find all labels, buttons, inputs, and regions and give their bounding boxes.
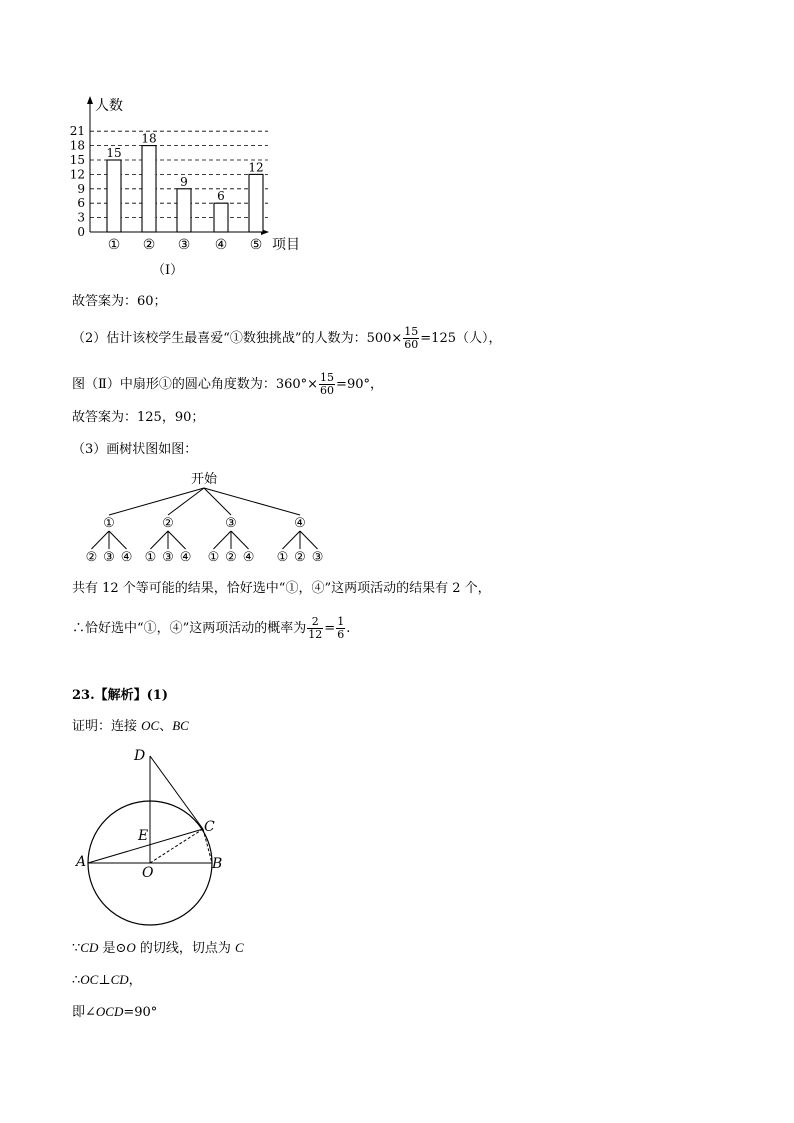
- label-o: O: [142, 865, 154, 881]
- y-axis-label: 人数: [95, 98, 123, 114]
- y-tick-label: 15: [69, 153, 85, 167]
- segment-bc: BC: [172, 718, 189, 733]
- tree-node-level2: ③: [311, 550, 324, 565]
- circle-name: O: [126, 940, 136, 955]
- fraction-numerator: 1: [337, 615, 345, 628]
- x-axis-label: 项目: [272, 237, 300, 253]
- equals-sign: =: [324, 621, 336, 636]
- tree-branch: [231, 531, 249, 549]
- bar-value-label: 6: [217, 189, 225, 204]
- tree-node-level2: ④: [120, 550, 133, 565]
- tree-branch: [300, 531, 318, 549]
- proof-intro: [72, 718, 189, 735]
- fraction-numerator: 15: [404, 325, 419, 338]
- x-tick-label: ④: [214, 237, 228, 253]
- probability-line: [72, 616, 350, 641]
- tree-intro: （3）画树状图如图：: [72, 442, 198, 457]
- bar-chart: [60, 90, 380, 260]
- fraction-15-60-b: [319, 372, 335, 397]
- perp-symbol: ⊥: [98, 973, 111, 988]
- tree-root-label: 开始: [190, 472, 218, 487]
- because-symbol: ∵: [72, 941, 81, 956]
- tree-node-level2: ①: [144, 550, 157, 565]
- tree-node-level1: ①: [103, 516, 115, 531]
- angle-ocd: OCD: [95, 1004, 124, 1019]
- angle-text: 图（Ⅱ）中扇形①的圆心角度数为：360°×: [72, 377, 319, 392]
- tree-node-level2: ①: [276, 550, 289, 565]
- bar-value-label: 9: [180, 174, 188, 189]
- dashed-oc: [150, 829, 203, 863]
- y-tick-label: 3: [77, 210, 85, 225]
- label-d: D: [134, 748, 146, 764]
- fraction-numerator: 2: [307, 616, 323, 629]
- fraction-denominator: 6: [337, 628, 345, 641]
- tree-node-level2: ①: [207, 550, 220, 565]
- label-b: B: [212, 856, 223, 872]
- bar: [249, 174, 263, 232]
- estimate-line: [72, 326, 502, 351]
- y-tick-label: 12: [69, 167, 85, 182]
- estimate-text: （2）估计该校学生最喜爱“①数独挑战”的人数为：500×: [72, 331, 403, 346]
- tree-branch: [168, 531, 186, 549]
- tree-node-level1: ③: [225, 516, 237, 531]
- tree-branch: [282, 531, 300, 549]
- answer-line-2: 故答案为：125，90；: [72, 410, 205, 425]
- x-tick-label: ⑤: [249, 237, 263, 253]
- circle-geometry-figure: [70, 742, 250, 932]
- tree-node-level2: ②: [85, 550, 98, 565]
- bar: [107, 160, 121, 232]
- y-tick-label: 18: [69, 138, 85, 153]
- tree-node-level2: ④: [242, 550, 255, 565]
- x-tick-label: ③: [177, 237, 191, 253]
- tangent-mid: 是⊙: [98, 941, 127, 956]
- estimate-result: =125（人），: [420, 331, 502, 346]
- tangent-statement: [72, 940, 244, 957]
- angle-statement: [72, 1004, 157, 1021]
- perpendicular-statement: [72, 972, 142, 989]
- tree-node-level2: ③: [103, 550, 115, 565]
- fraction-denominator: 12: [308, 628, 323, 641]
- angle-result: =90°，: [336, 377, 383, 392]
- perp-post: ，: [128, 973, 142, 988]
- fraction-denominator: 60: [404, 338, 419, 351]
- label-e: E: [138, 828, 149, 844]
- tree-branch: [109, 531, 127, 549]
- question-23-heading: 23.【解析】(1): [72, 688, 168, 703]
- fraction-15-60: [403, 326, 419, 351]
- y-axis-arrow: [87, 96, 93, 104]
- y-tick-label: 9: [77, 181, 85, 196]
- angle-prefix: 即∠: [72, 1005, 96, 1020]
- y-tick-label: 0: [77, 225, 85, 239]
- tree-node-level2: ③: [162, 550, 174, 565]
- segment-cd-2: CD: [110, 972, 129, 987]
- result-line: 共有 12 个等可能的结果，恰好选中“①，④”这两项活动的结果有 2 个，: [72, 581, 491, 596]
- separator: 、: [159, 719, 173, 734]
- fraction-2-12: [307, 616, 323, 641]
- bar: [142, 146, 156, 232]
- angle-line: [72, 372, 383, 397]
- x-tick-label: ①: [107, 237, 121, 253]
- tree-node-level1: ④: [294, 516, 306, 531]
- tree-branch: [150, 531, 168, 549]
- tree-node-level1: ②: [162, 516, 174, 531]
- angle-value: =90°: [123, 1005, 158, 1020]
- tree-branch: [109, 488, 204, 515]
- tangent-post: 的切线，切点为: [135, 941, 236, 956]
- label-a: A: [76, 854, 87, 870]
- answer-line-1: 故答案为：60；: [72, 294, 167, 309]
- segment-oc-2: OC: [80, 972, 99, 987]
- tangent-dc: [150, 756, 203, 829]
- bar: [177, 189, 191, 232]
- probability-text: ∴恰好选中“①，④”这两项活动的概率为: [72, 621, 307, 636]
- y-tick-label: 6: [77, 196, 85, 211]
- y-tick-label: 21: [69, 124, 85, 139]
- tree-branch: [213, 531, 231, 549]
- segment-cd: CD: [80, 940, 99, 955]
- tree-node-level2: ②: [225, 550, 237, 565]
- fraction-numerator: 15: [320, 371, 335, 384]
- chart-caption: （Ⅰ）: [152, 263, 184, 278]
- tree-branch: [204, 488, 300, 515]
- therefore-symbol: ∴: [72, 973, 81, 988]
- bar-value-label: 18: [141, 131, 157, 146]
- bar: [214, 203, 228, 232]
- x-tick-label: ②: [142, 237, 156, 253]
- proof-text: 证明：连接: [72, 719, 142, 734]
- tree-node-level2: ②: [294, 550, 306, 565]
- bar-value-label: 12: [248, 160, 264, 175]
- tree-branch: [91, 531, 109, 549]
- label-c: C: [204, 819, 215, 835]
- tree-node-level2: ④: [179, 550, 192, 565]
- point-c: C: [235, 940, 244, 955]
- bar-value-label: 15: [106, 146, 122, 160]
- fraction-1-6: [336, 616, 345, 641]
- tree-branch: [168, 488, 204, 515]
- fraction-denominator: 60: [320, 384, 335, 397]
- period: .: [346, 621, 351, 636]
- tree-diagram: [70, 470, 350, 570]
- segment-oc: OC: [141, 718, 160, 733]
